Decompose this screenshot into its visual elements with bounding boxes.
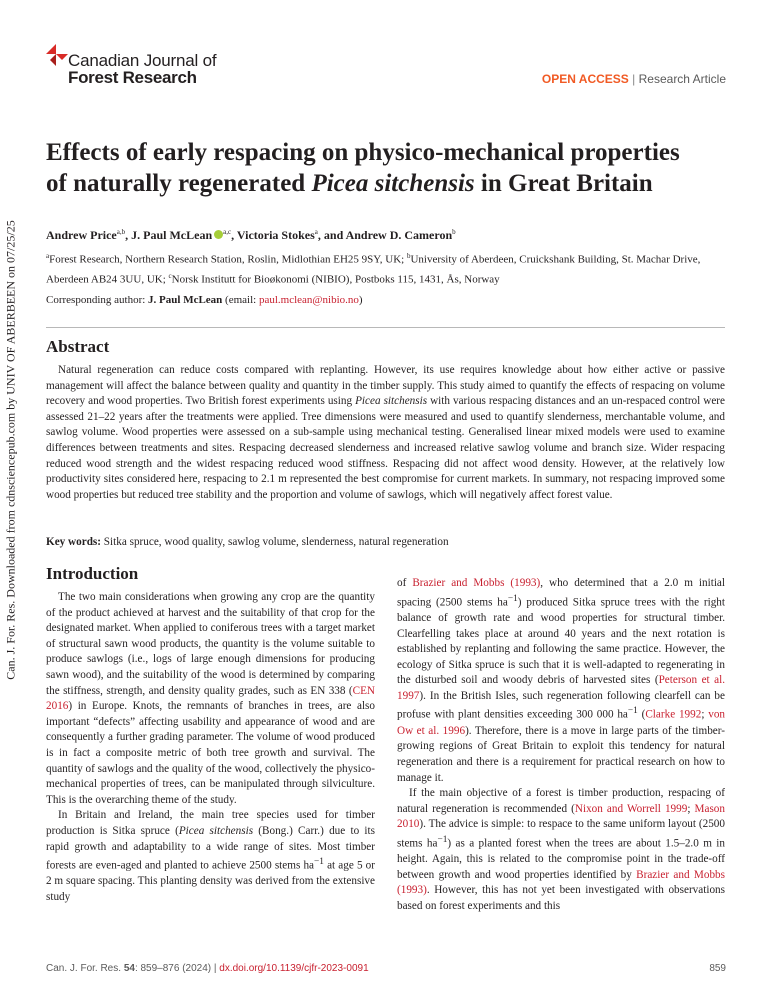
text-run: , who determined that a 2.0 m initial spacing (2500 stems ha	[397, 577, 725, 609]
journal-name	[68, 52, 216, 86]
open-access-badge: OPEN ACCESS	[541, 72, 629, 86]
access-separator: |	[632, 72, 636, 86]
title-species: Picea sitchensis	[311, 170, 475, 197]
species-name: Picea sitchensis	[178, 824, 254, 837]
text-run: ) as a planted forest when the trees are about 1.5–2.0 m in height. Again, this is related to the compromise point in the trade-off between growth and wood properties identified by	[397, 837, 725, 881]
journal-name-line1: Canadian Journal of	[68, 51, 217, 70]
text-run: If the main objective of a forest is timber production, respacing of natural regeneration is recommended (	[397, 787, 725, 815]
corresponding-name: J. Paul McLean	[148, 294, 223, 306]
intro-paragraph-2-cont	[397, 576, 725, 786]
text-run: ) in Europe. Knots, the remnants of branches in trees, are also important “defects” affecting usability and appearance of wood and are consequently a further grading parameter. The volume of wood produced is in fact a composite metric of both tree growth and survival. The quantity of sawlogs and the quality of the wood, collectively the physico-mechanical properties of trees, can be manipulated through silviculture. This is the overarching theme of the study.	[46, 700, 375, 806]
footer-journal: Can. J. For. Res.	[46, 963, 124, 974]
text-run: (	[637, 709, 646, 722]
page-number: 859	[709, 963, 726, 974]
citation-link[interactable]: Mason 2010	[397, 802, 725, 831]
corresponding-author	[46, 294, 363, 306]
author-price-affil: a,b	[116, 228, 126, 236]
author-separator: , and	[317, 228, 346, 242]
text-run: (Bong.) Carr.) due to its rapid growth and adaptability to a wide range of sites. Most timber forests are even-aged and planted to achieve 2500 stems ha	[46, 824, 375, 872]
affil-c-marker: c	[168, 271, 172, 280]
affil-b: University of Aberdeen, Cruickshank Building, St. Machar Drive, Aberdeen AB24 3UU, UK;	[46, 253, 701, 286]
citation-link[interactable]: Nixon and Worrell 1999	[574, 802, 688, 815]
text-run: of	[397, 577, 413, 589]
affil-c: Norsk Institutt for Bioøkonomi (NIBIO), Postboks 115, 1431, Ås, Norway	[171, 273, 500, 286]
article-type: Research Article	[638, 72, 726, 86]
side-download-note	[0, 0, 22, 1000]
affiliations	[46, 248, 726, 287]
text-run: ). In the British Isles, such regeneration following clearfell can be profuse with plant densities exceeding 300 000 ha	[397, 689, 725, 722]
article-title	[46, 137, 706, 199]
author-stokes[interactable]: Victoria Stokes	[236, 228, 315, 242]
email-suffix: )	[358, 294, 363, 306]
affil-b-marker: b	[406, 252, 411, 260]
abstract-text	[46, 363, 725, 503]
author-stokes-affil: a	[314, 228, 318, 236]
orcid-icon[interactable]	[214, 230, 223, 239]
doi-link[interactable]: dx.doi.org/10.1139/cjfr-2023-0091	[219, 963, 369, 974]
intro-paragraph-1	[46, 590, 375, 808]
author-mclean-affil: a,c	[223, 228, 232, 236]
superscript: −1	[507, 593, 518, 604]
corresponding-label: Corresponding author:	[46, 294, 149, 306]
abstract-text-part2: with various respacing distances and an un-respaced control were assessed 21–22 years after the treatments were applied. Tree dimensions were measured and used to quantify slenderness, merchantable volume, and sawlog volume. Wood properties were assessed on a sub-sample using mechanical testing. Generalised linear mixed models were used to examine differences between treatments and sites. Respacing decreased slenderness and increased relative sawlog volume and branch size. Wider respacing reduced wood strength and the widest respacing reduced wood stiffness. Respacing did not affect wood density. However, at the relatively low productivity sites considered here, respacing to 2.1 m represented the best compromise for current markets. In summary, not respacing improved some wood properties but reduced tree stability and the proportion and volume of sawlogs, which will negatively affect forest value.	[46, 395, 725, 501]
text-run: The two main considerations when growing any crop are the quantity of the product achieved at harvest and the suitability of that crop for the designated market. When applied to coniferous trees with a target market of structural sawn wood products, the quantity is the volume suitable to produce sawlogs (i.e., logs of large enough dimensions for producing sawn wood), and the suitability of the wood is determined by comparing the stiffness, strength, and density quality grades, such as EN 338 (	[46, 591, 375, 697]
author-price[interactable]: Andrew Price	[46, 228, 117, 242]
citation-link[interactable]: Clarke 1992	[645, 709, 702, 722]
article-access-label	[542, 72, 726, 86]
footer-pages: : 859–876 (2024) |	[134, 963, 220, 974]
superscript: −1	[627, 706, 638, 717]
text-run: ). The advice is simple: to respace to the same uniform layout (2500 stems ha	[397, 818, 725, 850]
author-cameron-affil: b	[452, 228, 456, 236]
title-part1: Effects of early respacing on physico-mechanical properties of naturally regenerated	[46, 139, 680, 197]
abstract-heading: Abstract	[46, 337, 110, 356]
footer-volume: 54	[123, 963, 135, 974]
intro-paragraph-3	[397, 786, 725, 914]
author-separator: ,	[125, 228, 132, 242]
citation-link[interactable]: von Ow et al. 1996	[397, 709, 725, 737]
title-part2: in Great Britain	[474, 170, 653, 197]
citation-link[interactable]: Brazier and Mobbs (1993)	[412, 577, 541, 589]
body-column-left	[46, 590, 375, 906]
author-mclean[interactable]: J. Paul McLean	[131, 228, 213, 242]
maple-leaf-icon	[46, 44, 68, 66]
side-download-note-text: Can. J. For. Res. Downloaded from cdnsciencepub.com by UNIV OF ABERBEEN on 07/25/25	[3, 220, 18, 680]
author-separator: ,	[231, 228, 237, 242]
keywords-text: Sitka spruce, wood quality, sawlog volume, slenderness, natural regeneration	[101, 536, 449, 548]
text-run: at age 5 or 2 m square spacing. This planting density was derived from the extensive study	[46, 859, 375, 904]
citation-link[interactable]: Brazier and Mobbs (1993)	[397, 868, 725, 897]
citation-link[interactable]: CEN 2016	[46, 684, 375, 713]
keywords-label: Key words:	[46, 536, 101, 548]
abstract-text-part1: Natural regeneration can reduce costs compared with replanting. However, its use requires knowledge about how either active or passive management will affect the balance between quality and quantity in the timber supply. This study aimed to quantify the effects of respacing on volume recovery and wood properties. Two British forest experiments using	[46, 364, 725, 408]
text-run: ). Therefore, there is a move in large parts of the timber-growing regions of Great Britain to exploit this tendency for natural regeneration and there is a requirement for practical research on how to manage it.	[397, 724, 725, 784]
text-run: ;	[701, 709, 709, 722]
text-run: ) produced Sitka spruce trees with the right balance of growth rate and wood properties for structural timber. Clearfelling takes place at around 40 years and the next rotation is established by replanting and following the same practice. However, the ecology of Sitka spruce is such that it is well-adapted to regenerating in the disturbed soil and woody debris of harvested sites (	[397, 596, 725, 687]
footer-citation	[46, 963, 369, 974]
corresponding-email-link[interactable]: paul.mclean@nibio.no	[258, 294, 359, 306]
introduction-heading: Introduction	[46, 564, 139, 583]
affil-a: Forest Research, Northern Research Station, Roslin, Midlothian EH25 9SY, UK;	[49, 253, 407, 266]
text-run: In Britain and Ireland, the main tree species used for timber production is Sitka spruce (	[46, 809, 375, 837]
text-run: ;	[687, 802, 695, 815]
abstract-species: Picea sitchensis	[355, 395, 428, 408]
section-divider	[46, 327, 725, 328]
author-cameron[interactable]: Andrew D. Cameron	[345, 228, 453, 242]
body-column-right	[397, 576, 725, 915]
affil-a-marker: a	[46, 252, 50, 260]
email-prefix: (email:	[222, 294, 259, 306]
superscript: −1	[314, 857, 324, 868]
superscript: −1	[437, 834, 448, 845]
intro-paragraph-2	[46, 808, 375, 905]
keywords	[46, 536, 449, 548]
journal-name-line2: Forest Research	[68, 68, 197, 87]
citation-link[interactable]: Peterson et al. 1997	[397, 674, 725, 702]
text-run: . However, this has not yet been investigated with observations based on forest experiments and this	[397, 884, 725, 913]
author-list	[46, 228, 456, 243]
